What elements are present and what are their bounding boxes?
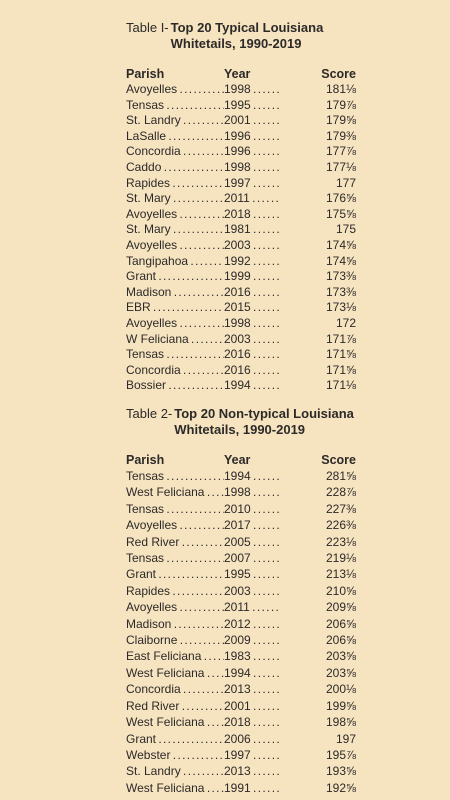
year-cell: 1995 . . . — [224, 98, 280, 114]
year-cell: 2015 . . . — [224, 300, 280, 316]
score-cell: 177⅛ — [325, 159, 356, 174]
table-row — [126, 484, 356, 500]
score-cell: 171⅝ — [325, 362, 356, 377]
score-cell: 179⅞ — [325, 97, 356, 112]
year-cell: 2011 . . . — [224, 599, 280, 615]
score-cell: 198⅝ — [325, 715, 356, 730]
table1-header-row — [126, 66, 356, 82]
table1-prefix: Table I- — [126, 20, 169, 35]
year-cell: 1998 . . . — [224, 160, 280, 176]
score-cell: 195⅞ — [325, 747, 356, 762]
table1-rows — [126, 82, 356, 394]
score-cell: 173⅜ — [325, 284, 356, 299]
parish-cell: Tensas . . . — [126, 468, 224, 484]
year-cell: 2003 . . . — [224, 583, 280, 599]
score-cell: 206⅝ — [325, 616, 356, 631]
year-cell: 1997 . . . — [224, 747, 280, 763]
year-cell: 2009 . . . — [224, 632, 280, 648]
year-cell: 1991 . . . — [224, 780, 280, 796]
table-row — [126, 714, 356, 730]
year-cell: 1998 . . . — [224, 82, 280, 98]
year-cell: 1996 . . . — [224, 144, 280, 160]
score-cell: 200⅛ — [325, 682, 356, 697]
year-cell: 1994 . . . — [224, 468, 280, 484]
score-cell: 175 — [335, 222, 356, 237]
table1-header-parish: Parish — [126, 67, 165, 81]
year-cell: 2018 . . . — [224, 714, 280, 730]
parish-cell: St. Landry . . . — [126, 763, 224, 779]
table1-title — [126, 20, 356, 52]
score-cell: 210⅝ — [325, 583, 356, 598]
score-cell: 181⅛ — [325, 82, 356, 96]
year-cell: 1998 . . . — [224, 484, 280, 500]
score-cell: 203⅝ — [325, 665, 356, 680]
table-row — [126, 129, 356, 145]
table-row — [126, 534, 356, 550]
parish-cell: W Feliciana . . . — [126, 332, 224, 348]
parish-cell: Avoyelles . . . — [126, 517, 224, 533]
table-row — [126, 238, 356, 254]
table-row — [126, 698, 356, 714]
table-row — [126, 599, 356, 615]
table-row — [126, 566, 356, 582]
year-cell: 2013 . . . — [224, 763, 280, 779]
score-cell: 203⅝ — [325, 649, 356, 664]
score-cell: 171⅝ — [325, 347, 356, 362]
table-row — [126, 583, 356, 599]
table-row — [126, 347, 356, 363]
parish-cell: Avoyelles . . . — [126, 82, 224, 98]
score-cell: 227⅜ — [325, 501, 356, 516]
year-cell: 2007 . . . — [224, 550, 280, 566]
table-row — [126, 648, 356, 664]
table-row — [126, 501, 356, 517]
parish-cell: Claiborne . . . — [126, 632, 224, 648]
score-cell: 174⅝ — [325, 237, 356, 252]
year-cell: 2006 . . . — [224, 731, 280, 747]
year-cell: 2011 . . . — [224, 191, 280, 207]
parish-cell: Concordia . . . — [126, 144, 224, 160]
parish-cell: West Feliciana . . . — [126, 484, 224, 500]
table-row — [126, 731, 356, 747]
score-cell: 177 — [335, 175, 356, 190]
table-row — [126, 378, 356, 394]
parish-cell: Tangipahoa . . . — [126, 254, 224, 270]
parish-cell: St. Mary . . . — [126, 222, 224, 238]
parish-cell: Red River . . . — [126, 534, 224, 550]
year-cell: 2016 . . . — [224, 347, 280, 363]
year-cell: 1994 . . . — [224, 665, 280, 681]
table2-header-score: Score — [321, 453, 356, 467]
table-row — [126, 363, 356, 379]
table2-heading: Top 20 Non-typical Louisiana Whitetails, 1990-2019 — [174, 406, 354, 437]
table-row — [126, 98, 356, 114]
table-row — [126, 160, 356, 176]
parish-cell: Tensas . . . — [126, 98, 224, 114]
parish-cell: Grant . . . — [126, 566, 224, 582]
score-cell: 176⅝ — [325, 191, 356, 206]
parish-cell: Grant . . . — [126, 269, 224, 285]
year-cell: 2016 . . . — [224, 363, 280, 379]
table-row — [126, 207, 356, 223]
table-row — [126, 191, 356, 207]
table-row — [126, 254, 356, 270]
table2-header-year: Year — [224, 453, 251, 467]
table-row — [126, 763, 356, 779]
table-row — [126, 113, 356, 129]
year-cell: 1996 . . . — [224, 129, 280, 145]
score-cell: 174⅝ — [325, 253, 356, 268]
table-row — [126, 468, 356, 484]
year-cell: 2012 . . . — [224, 616, 280, 632]
score-cell: 171⅛ — [325, 378, 356, 393]
score-cell: 172 — [335, 315, 356, 330]
table1-header-year: Year — [224, 67, 251, 81]
year-cell: 2016 . . . — [224, 285, 280, 301]
table-row — [126, 269, 356, 285]
table-row — [126, 316, 356, 332]
score-cell: 197 — [335, 731, 356, 746]
table-row — [126, 144, 356, 160]
score-cell: 179⅜ — [325, 128, 356, 143]
parish-cell: St. Landry . . . — [126, 113, 224, 129]
table2-prefix: Table 2- — [126, 406, 173, 421]
score-cell: 213⅛ — [325, 567, 356, 582]
parish-cell: St. Mary . . . — [126, 191, 224, 207]
year-cell: 2010 . . . — [224, 501, 280, 517]
table2-header-parish: Parish — [126, 453, 165, 467]
parish-cell: Avoyelles . . . — [126, 599, 224, 615]
parish-cell: Bossier . . . — [126, 378, 224, 394]
score-cell: 193⅝ — [325, 764, 356, 779]
score-cell: 206⅝ — [325, 633, 356, 648]
table-row — [126, 82, 356, 98]
parish-cell: East Feliciana . . . — [126, 648, 224, 664]
score-cell: 199⅝ — [325, 698, 356, 713]
year-cell: 2001 . . . — [224, 698, 280, 714]
score-cell: 228⅞ — [325, 485, 356, 500]
score-cell: 281⅝ — [325, 469, 356, 483]
score-cell: 209⅝ — [325, 600, 356, 615]
parish-cell: Tensas . . . — [126, 347, 224, 363]
year-cell: 1995 . . . — [224, 566, 280, 582]
score-cell: 179⅝ — [325, 113, 356, 128]
year-cell: 2017 . . . — [224, 517, 280, 533]
parish-cell: Tensas . . . — [126, 501, 224, 517]
table2-title — [126, 406, 356, 438]
year-cell: 1981 . . . — [224, 222, 280, 238]
year-cell: 1999 . . . — [224, 269, 280, 285]
nontypical-whitetails-table — [126, 406, 356, 796]
table1-header-score: Score — [321, 67, 356, 81]
year-cell: 1983 . . . — [224, 648, 280, 664]
parish-cell: Avoyelles . . . — [126, 316, 224, 332]
parish-cell: Avoyelles . . . — [126, 238, 224, 254]
year-cell: 2003 . . . — [224, 238, 280, 254]
score-cell: 192⅝ — [325, 780, 356, 795]
table1-heading: Top 20 Typical Louisiana Whitetails, 1990-2019 — [170, 20, 324, 51]
table-row — [126, 222, 356, 238]
year-cell: 2005 . . . — [224, 534, 280, 550]
parish-cell: Madison . . . — [126, 616, 224, 632]
year-cell: 1992 . . . — [224, 254, 280, 270]
table-row — [126, 747, 356, 763]
parish-cell: West Feliciana . . . — [126, 714, 224, 730]
table-row — [126, 176, 356, 192]
year-cell: 2013 . . . — [224, 681, 280, 697]
parish-cell: EBR . . . — [126, 300, 224, 316]
table-row — [126, 665, 356, 681]
score-cell: 171⅞ — [325, 331, 356, 346]
score-cell: 173⅛ — [325, 300, 356, 315]
typical-whitetails-table — [126, 20, 356, 394]
parish-cell: Rapides . . . — [126, 176, 224, 192]
table-row — [126, 632, 356, 648]
table-row — [126, 285, 356, 301]
table2-rows — [126, 468, 356, 796]
parish-cell: Red River . . . — [126, 698, 224, 714]
parish-cell: Concordia . . . — [126, 363, 224, 379]
parish-cell: West Feliciana . . . — [126, 780, 224, 796]
parish-cell: Concordia . . . — [126, 681, 224, 697]
table-row — [126, 550, 356, 566]
year-cell: 1998 . . . — [224, 316, 280, 332]
table-row — [126, 332, 356, 348]
parish-cell: Caddo . . . — [126, 160, 224, 176]
year-cell: 1997 . . . — [224, 176, 280, 192]
parish-cell: Webster . . . — [126, 747, 224, 763]
score-cell: 223⅛ — [325, 534, 356, 549]
year-cell: 2003 . . . — [224, 332, 280, 348]
year-cell: 2018 . . . — [224, 207, 280, 223]
score-cell: 173⅜ — [325, 269, 356, 284]
parish-cell: Grant . . . — [126, 731, 224, 747]
score-cell: 175⅝ — [325, 206, 356, 221]
year-cell: 2001 . . . — [224, 113, 280, 129]
parish-cell: LaSalle . . . — [126, 129, 224, 145]
parish-cell: West Feliciana . . . — [126, 665, 224, 681]
year-cell: 1994 . . . — [224, 378, 280, 394]
parish-cell: Avoyelles . . . — [126, 207, 224, 223]
score-cell: 226⅜ — [325, 518, 356, 533]
table-row — [126, 616, 356, 632]
parish-cell: Rapides . . . — [126, 583, 224, 599]
table-row — [126, 681, 356, 697]
score-cell: 219⅛ — [325, 551, 356, 566]
table-row — [126, 300, 356, 316]
table-row — [126, 780, 356, 796]
table2-header-row — [126, 452, 356, 468]
score-cell: 177⅞ — [325, 144, 356, 159]
table-row — [126, 517, 356, 533]
parish-cell: Madison . . . — [126, 285, 224, 301]
parish-cell: Tensas . . . — [126, 550, 224, 566]
